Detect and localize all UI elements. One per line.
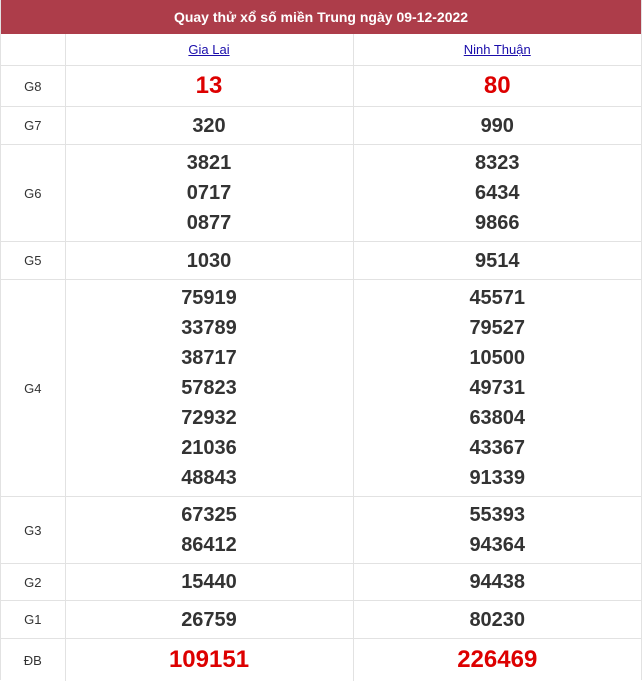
prize-number: 0717: [66, 178, 353, 208]
prize-label: G6: [1, 145, 65, 242]
prize-number: 45571: [354, 283, 642, 313]
prize-numbers-province-1: [65, 145, 353, 242]
page-title: Quay thử xổ số miền Trung ngày 09-12-2022: [1, 0, 641, 34]
prize-label: G4: [1, 280, 65, 497]
prize-number: 38717: [66, 343, 353, 373]
prize-numbers-province-2: [353, 242, 641, 280]
province-link-gia-lai[interactable]: Gia Lai: [188, 42, 229, 57]
prize-label: G3: [1, 497, 65, 564]
prize-row-g1: [1, 601, 641, 639]
prize-row-g5: [1, 242, 641, 280]
prize-row-g4: [1, 280, 641, 497]
prize-row-g7: [1, 107, 641, 145]
province-header-row: [1, 34, 641, 66]
prize-number: 990: [354, 111, 642, 141]
prize-number: 80: [354, 71, 642, 101]
prize-label: ĐB: [1, 639, 65, 681]
prize-number: 80230: [354, 605, 642, 635]
prize-number: 57823: [66, 373, 353, 403]
prize-numbers-province-2: [353, 639, 641, 681]
prize-numbers-province-2: [353, 564, 641, 601]
prize-numbers-province-1: [65, 242, 353, 280]
prize-numbers-province-2: [353, 145, 641, 242]
prize-number: 72932: [66, 403, 353, 433]
prize-number: 26759: [66, 605, 353, 635]
prize-row-g6: [1, 145, 641, 242]
province-link-ninh-thuan[interactable]: Ninh Thuận: [464, 42, 531, 57]
results-table: [1, 34, 641, 681]
prize-numbers-province-2: [353, 66, 641, 107]
prize-number: 63804: [354, 403, 642, 433]
prize-number: 91339: [354, 463, 642, 493]
special-prize-number: 226469: [354, 645, 642, 675]
prize-row-g8: [1, 66, 641, 107]
prize-number: 43367: [354, 433, 642, 463]
prize-number: 75919: [66, 283, 353, 313]
prize-number: 86412: [66, 530, 353, 560]
prize-number: 33789: [66, 313, 353, 343]
prize-numbers-province-1: [65, 280, 353, 497]
prize-numbers-province-2: [353, 280, 641, 497]
prize-numbers-province-2: [353, 601, 641, 639]
header-blank-cell: [1, 34, 65, 66]
prize-number: 13: [66, 71, 353, 101]
prize-numbers-province-1: [65, 66, 353, 107]
prize-number: 79527: [354, 313, 642, 343]
prize-number: 48843: [66, 463, 353, 493]
prize-numbers-province-1: [65, 497, 353, 564]
prize-row-special: [1, 639, 641, 681]
prize-number: 49731: [354, 373, 642, 403]
prize-number: 320: [66, 111, 353, 141]
province-header-2: [353, 34, 641, 66]
special-prize-number: 109151: [66, 645, 353, 675]
prize-number: 94364: [354, 530, 642, 560]
prize-number: 15440: [66, 567, 353, 597]
prize-number: 1030: [66, 246, 353, 276]
prize-numbers-province-1: [65, 564, 353, 601]
prize-numbers-province-1: [65, 107, 353, 145]
prize-label: G5: [1, 242, 65, 280]
prize-number: 10500: [354, 343, 642, 373]
prize-row-g3: [1, 497, 641, 564]
prize-numbers-province-1: [65, 601, 353, 639]
prize-number: 94438: [354, 567, 642, 597]
prize-number: 67325: [66, 500, 353, 530]
prize-number: 9514: [354, 246, 642, 276]
prize-numbers-province-1: [65, 639, 353, 681]
prize-label: G2: [1, 564, 65, 601]
prize-number: 3821: [66, 148, 353, 178]
province-header-1: [65, 34, 353, 66]
prize-number: 8323: [354, 148, 642, 178]
prize-number: 9866: [354, 208, 642, 238]
prize-number: 0877: [66, 208, 353, 238]
prize-label: G1: [1, 601, 65, 639]
prize-number: 6434: [354, 178, 642, 208]
prize-number: 21036: [66, 433, 353, 463]
prize-numbers-province-2: [353, 497, 641, 564]
prize-label: G7: [1, 107, 65, 145]
prize-label: G8: [1, 66, 65, 107]
prize-row-g2: [1, 564, 641, 601]
prize-numbers-province-2: [353, 107, 641, 145]
prize-number: 55393: [354, 500, 642, 530]
